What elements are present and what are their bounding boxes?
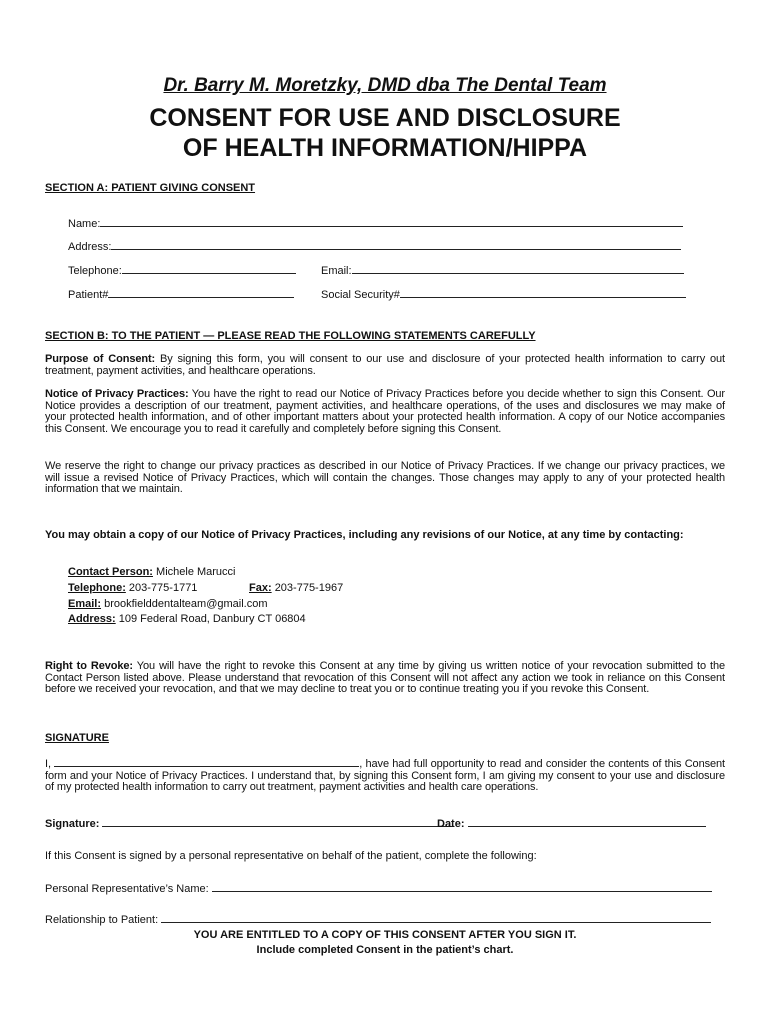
contact-address-value: 109 Federal Road, Danbury CT 06804 bbox=[118, 613, 306, 625]
email-row bbox=[321, 263, 684, 277]
ssn-field[interactable] bbox=[400, 287, 686, 298]
representative-name-field[interactable] bbox=[212, 881, 712, 892]
contact-telephone-label: Telephone: bbox=[68, 582, 126, 594]
signature-row bbox=[45, 816, 454, 830]
signature-field[interactable] bbox=[102, 816, 454, 827]
contact-address-row bbox=[68, 613, 306, 625]
acknowledgement-prefix: I, bbox=[45, 758, 51, 770]
patient-number-field[interactable] bbox=[108, 287, 294, 298]
name-label: Name: bbox=[68, 218, 101, 230]
date-field[interactable] bbox=[468, 816, 706, 827]
reserve-paragraph: We reserve the right to change our privacy practices as described in our Notice of Privacy Practices. If we change our privacy practices, we will issue a revised Notice of Privacy Practices, which will contain the changes. Those changes may apply to any of your protected health information that we maintain. bbox=[45, 460, 725, 496]
contact-email-row bbox=[68, 598, 268, 610]
telephone-field[interactable] bbox=[122, 263, 296, 274]
acknowledgement-text: , have had full opportunity to read and consider the contents of this Consent form and your Notice of Privacy Practices. I understand that, by signing this Consent form, I am giving my consent to your use and disclosure of my protected health information to carry out treatment, payment activities and health care operations. bbox=[45, 758, 725, 794]
representative-name-label: Personal Representative’s Name: bbox=[45, 883, 209, 895]
acknowledgement-name-field[interactable] bbox=[54, 756, 359, 767]
patient-number-row bbox=[68, 287, 294, 301]
contact-telephone-row bbox=[68, 582, 197, 594]
notice-text: You have the right to read our Notice of Privacy Practices before you decide whether to sign this Consent. Our Notice provides a description of our treatment, payment activities, and healthcare operations, of the uses and disclosures we may make of your protected health information, and of other important matters about your protected health information. A copy of our Notice accompanies this Consent. We encourage you to read it carefully and completely before signing this Consent. bbox=[45, 388, 725, 435]
telephone-label: Telephone: bbox=[68, 265, 122, 277]
address-row bbox=[68, 239, 681, 253]
notice-paragraph bbox=[45, 389, 725, 435]
contact-email-value[interactable]: brookfielddentalteam@gmail.com bbox=[104, 598, 268, 610]
contact-person-label: Contact Person: bbox=[68, 566, 153, 578]
footer-line-2: Include completed Consent in the patient’s chart. bbox=[256, 944, 514, 956]
patient-number-label: Patient# bbox=[68, 289, 109, 301]
ssn-label: Social Security# bbox=[321, 289, 400, 301]
acknowledgement-paragraph bbox=[45, 756, 725, 794]
email-field[interactable] bbox=[352, 263, 684, 274]
date-row bbox=[437, 816, 706, 830]
contact-telephone-value: 203-775-1771 bbox=[128, 582, 198, 594]
contact-person-row bbox=[68, 566, 236, 578]
notice-label: Notice of Privacy Practices: bbox=[45, 388, 189, 400]
name-field[interactable] bbox=[100, 216, 683, 227]
revoke-text: You will have the right to revoke this Consent at any time by giving us written notice of your revocation submitted to the Contact Person listed above. Please understand that revocation of this Consent will not affect any action we took in reliance on this Consent before we received your revocation, and that we may decline to treat you or to continue treating you if you revoke this Consent. bbox=[45, 660, 726, 696]
document-title-line1: CONSENT FOR USE AND DISCLOSURE bbox=[149, 104, 621, 132]
telephone-row bbox=[68, 263, 296, 277]
contact-fax-label: Fax: bbox=[249, 582, 272, 594]
purpose-paragraph bbox=[45, 354, 725, 377]
document-title-line2: OF HEALTH INFORMATION/HIPPA bbox=[182, 134, 588, 162]
address-label: Address: bbox=[68, 241, 112, 253]
revoke-paragraph bbox=[45, 661, 725, 696]
contact-person-value: Michele Marucci bbox=[156, 566, 236, 578]
relationship-row bbox=[45, 912, 711, 926]
section-a-heading: SECTION A: PATIENT GIVING CONSENT bbox=[45, 182, 256, 194]
ssn-row bbox=[321, 287, 686, 301]
representative-name-row bbox=[45, 881, 712, 895]
relationship-field[interactable] bbox=[161, 912, 711, 923]
email-label: Email: bbox=[321, 265, 352, 277]
date-label: Date: bbox=[437, 818, 465, 830]
address-field[interactable] bbox=[111, 239, 681, 250]
name-row bbox=[68, 216, 683, 230]
contact-fax-value: 203-775-1967 bbox=[274, 582, 344, 594]
contact-address-label: Address: bbox=[68, 613, 116, 625]
section-b-heading: SECTION B: TO THE PATIENT — PLEASE READ THE FOLLOWING STATEMENTS CAREFULLY bbox=[45, 330, 536, 342]
purpose-label: Purpose of Consent: bbox=[45, 353, 156, 365]
relationship-label: Relationship to Patient: bbox=[45, 914, 159, 926]
revoke-label: Right to Revoke: bbox=[45, 660, 133, 672]
signature-heading: SIGNATURE bbox=[45, 732, 109, 744]
practice-name: Dr. Barry M. Moretzky, DMD dba The Dental Team bbox=[163, 75, 607, 96]
purpose-text: By signing this form, you will consent to our use and disclosure of your protected health information to carry out treatment, payment activities, and healthcare operations. bbox=[45, 353, 725, 377]
contact-fax-row bbox=[249, 582, 343, 594]
contact-email-label: Email: bbox=[68, 598, 102, 610]
representative-intro: If this Consent is signed by a personal representative on behalf of the patient, complete the following: bbox=[45, 850, 537, 862]
obtain-copy-statement: You may obtain a copy of our Notice of Privacy Practices, including any revisions of our Notice, at any time by contacting: bbox=[45, 529, 684, 541]
footer-line-1: YOU ARE ENTITLED TO A COPY OF THIS CONSENT AFTER YOU SIGN IT. bbox=[193, 929, 577, 941]
signature-label: Signature: bbox=[45, 818, 100, 830]
